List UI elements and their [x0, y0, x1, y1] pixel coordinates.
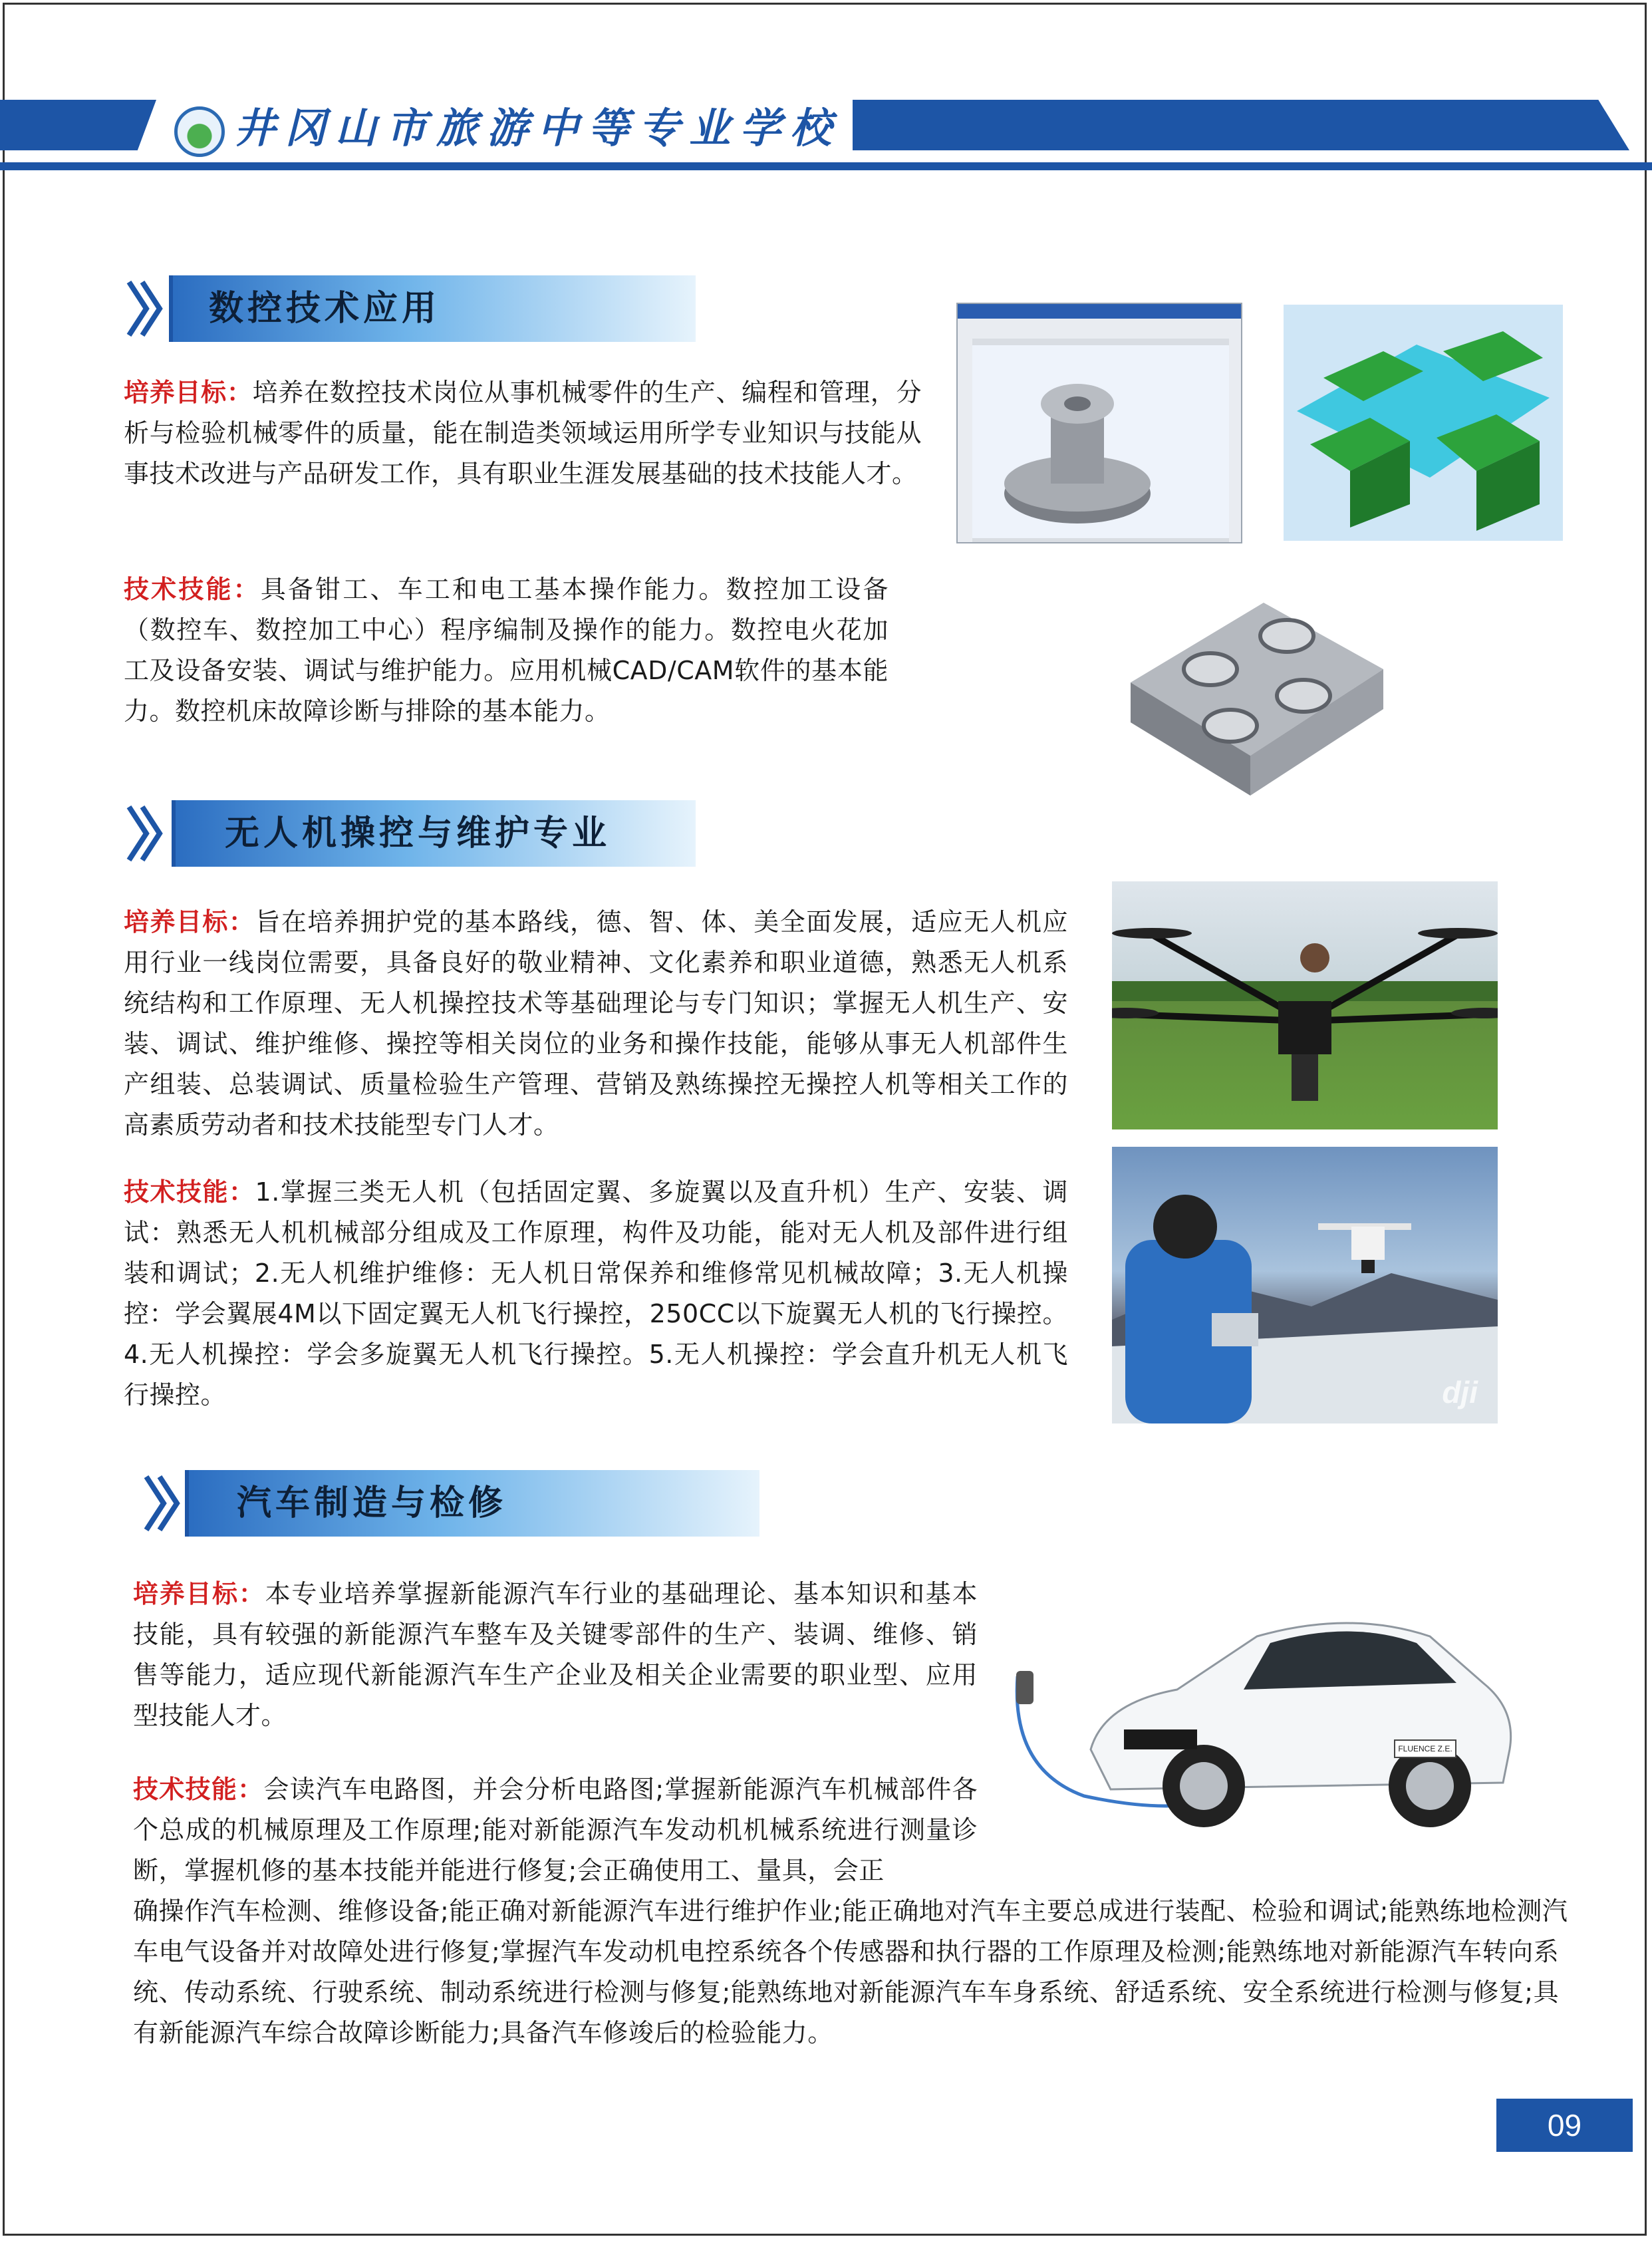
auto-skill-paragraph-b [133, 1891, 1570, 2053]
section-header-auto [141, 1470, 759, 1537]
section-header-cnc [124, 275, 696, 342]
drone-flight-image [1112, 1147, 1498, 1423]
section-title: 数控技术应用 [209, 289, 441, 329]
mold-model-image [1284, 305, 1563, 541]
skill-label: 技术技能： [124, 575, 261, 604]
goal-text: 旨在培养拥护党的基本路线，德、智、体、美全面发展，适应无人机应用行业一线岗位需要，具备良好的敬业精神、文化素养和职业道德，熟悉无人机系统结构和工作原理、无人机操控技术等基础理论与专门知识；掌握无人机生产、安装、调试、维护维修、操控等相关岗位的业务和操作技能，能够从事无人机部件生产组装、总装调试、质量检验生产管理、营销及熟练操控无操控人机等相关工作的高素质劳动者和技术技能型专门人才。 [124, 907, 1068, 1139]
section-bar [172, 800, 696, 867]
chevron-double-icon [124, 275, 170, 342]
car-plate: FLUENCE Z.E. [1394, 1739, 1456, 1758]
header-underline [0, 162, 1652, 170]
drone-ground-image [1112, 881, 1498, 1129]
page-number: 09 [1496, 2099, 1633, 2152]
school-logo-icon [174, 106, 225, 157]
dji-watermark: dji [1442, 1375, 1478, 1410]
section-bar [169, 275, 696, 342]
skill-text: 具备钳工、车工和电工基本操作能力。数控加工设备（数控车、数控加工中心）程序编制及操作的能力。数控电火花加工及设备安装、调试与维护能力。应用机械CAD/CAM软件的基本能力。数控机床故障诊断与排除的基本能力。 [124, 575, 889, 726]
section-title: 汽车制造与检修 [237, 1483, 507, 1523]
header-right-bar [853, 100, 1629, 150]
section-header-drone [124, 800, 696, 867]
skill-text: 1.掌握三类无人机（包括固定翼、多旋翼以及直升机）生产、安装、调试：熟悉无人机机械部分组成及工作原理，构件及功能，能对无人机及部件进行组装和调试；2.无人机维护维修：无人机日常保养和维修常见机械故障；3.无人机操控：学会翼展4M以下固定翼无人机飞行操控，250CC以下旋翼无人机的飞行操控。4.无人机操控：学会多旋翼无人机飞行操控。5.无人机操控：学会直升机无人机飞行操控。 [124, 1177, 1068, 1410]
auto-skill-paragraph-a [133, 1769, 978, 1891]
auto-goal-paragraph [133, 1574, 978, 1736]
chevron-double-icon [141, 1470, 188, 1537]
skill-label: 技术技能： [133, 1775, 264, 1804]
goal-text: 培养在数控技术岗位从事机械零件的生产、编程和管理，分析与检验机械零件的质量，能在制造类领域运用所学专业知识与技能从事技术改进与产品研发工作，具有职业生涯发展基础的技术技能人才。 [124, 378, 922, 488]
school-name: 井冈山市旅游中等专业学校 [234, 104, 841, 152]
cnc-goal-paragraph [124, 373, 922, 494]
chevron-double-icon [124, 800, 170, 867]
section-bar [185, 1470, 759, 1537]
goal-label: 培养目标： [124, 907, 255, 937]
metal-mold-image [1124, 583, 1390, 809]
cnc-skill-paragraph [124, 569, 889, 732]
header-left-bar [0, 100, 156, 150]
drone-goal-paragraph [124, 902, 1068, 1145]
cad-software-image [956, 303, 1242, 543]
section-title: 无人机操控与维护专业 [225, 814, 611, 853]
goal-label: 培养目标： [124, 378, 253, 407]
skill-text-a: 会读汽车电路图，并会分析电路图;掌握新能源汽车机械部件各个总成的机械原理及工作原理;能对新能源汽车发动机机械系统进行测量诊断，掌握机修的基本技能并能进行修复;会正确使用工、量具，会正 [133, 1775, 978, 1885]
skill-label: 技术技能： [124, 1177, 255, 1207]
goal-text: 本专业培养掌握新能源汽车行业的基础理论、基本知识和基本技能，具有较强的新能源汽车整车及关键零部件的生产、装调、维修、销售等能力，适应现代新能源汽车生产企业及相关企业需要的职业型、应用型技能人才。 [133, 1579, 978, 1730]
skill-text-b: 确操作汽车检测、维修设备;能正确对新能源汽车进行维护作业;能正确地对汽车主要总成进行装配、检验和调试;能熟练地检测汽车电气设备并对故障处进行修复;掌握汽车发动机电控系统各个传感器和执行器的工作原理及检测;能熟练地对新能源汽车转向系统、传动系统、行驶系统、制动系统进行检测与修复;能熟练地对新能源汽车车身系统、舒适系统、安全系统进行检测与修复;具有新能源汽车综合故障诊断能力;具备汽车修竣后的检验能力。 [133, 1896, 1568, 2047]
drone-skill-paragraph [124, 1172, 1068, 1416]
electric-car-image [1004, 1596, 1523, 1836]
goal-label: 培养目标： [133, 1579, 265, 1608]
